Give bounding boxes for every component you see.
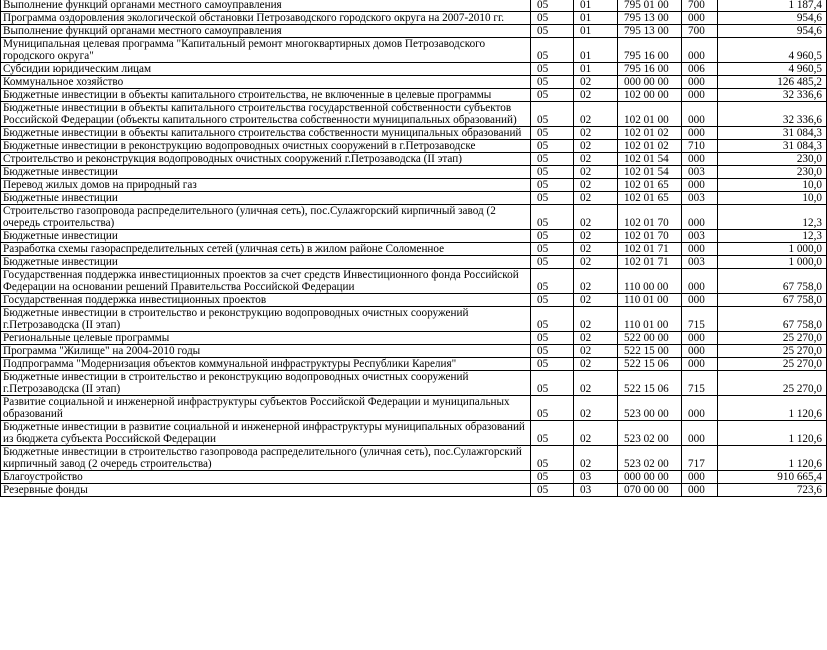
row-name-cell: Региональные целевые программы (1, 332, 531, 345)
row-subsection-cell: 01 (574, 0, 618, 12)
row-name-cell: Выполнение функций органами местного самоуправления (1, 25, 531, 38)
row-name-cell: Строительство газопровода распределительного (уличная сеть), пос.Сулажгорский кирпичный завод (2 очередь строительства) (1, 205, 531, 230)
row-section-cell: 05 (531, 371, 574, 396)
row-target-article-cell: 795 16 00 (618, 38, 682, 63)
row-name-cell: Резервные фонды (1, 484, 531, 497)
row-amount-cell: 32 336,6 (718, 89, 827, 102)
row-expense-type-cell: 000 (682, 102, 718, 127)
row-expense-type-cell: 003 (682, 230, 718, 243)
table-row (1, 140, 827, 153)
row-target-article-cell: 795 16 00 (618, 63, 682, 76)
row-subsection-cell: 01 (574, 12, 618, 25)
row-section-cell: 05 (531, 12, 574, 25)
row-name-cell: Бюджетные инвестиции в объекты капитального строительства, не включенные в целевые программы (1, 89, 531, 102)
row-subsection-cell: 02 (574, 230, 618, 243)
row-target-article-cell: 523 02 00 (618, 421, 682, 446)
table-row (1, 192, 827, 205)
row-expense-type-cell: 710 (682, 140, 718, 153)
row-subsection-cell: 02 (574, 205, 618, 230)
table-row (1, 76, 827, 89)
row-section-cell: 05 (531, 446, 574, 471)
row-expense-type-cell: 000 (682, 179, 718, 192)
row-section-cell: 05 (531, 205, 574, 230)
row-name-cell: Бюджетные инвестиции в реконструкцию водопроводных очистных сооружений в г.Петрозаводске (1, 140, 531, 153)
row-expense-type-cell: 003 (682, 166, 718, 179)
row-name-cell: Бюджетные инвестиции в строительство и реконструкцию водопроводных очистных сооружений г.Петрозаводска (II этап) (1, 307, 531, 332)
table-row (1, 12, 827, 25)
row-amount-cell: 230,0 (718, 166, 827, 179)
row-amount-cell: 1 120,6 (718, 446, 827, 471)
row-amount-cell: 1 000,0 (718, 256, 827, 269)
table-row (1, 446, 827, 471)
row-expense-type-cell: 000 (682, 205, 718, 230)
row-section-cell: 05 (531, 421, 574, 446)
row-expense-type-cell: 000 (682, 12, 718, 25)
table-row (1, 294, 827, 307)
row-section-cell: 05 (531, 332, 574, 345)
row-expense-type-cell: 000 (682, 38, 718, 63)
row-subsection-cell: 02 (574, 307, 618, 332)
table-row (1, 230, 827, 243)
table-row (1, 243, 827, 256)
row-subsection-cell: 02 (574, 294, 618, 307)
table-row (1, 421, 827, 446)
row-expense-type-cell: 000 (682, 153, 718, 166)
row-subsection-cell: 02 (574, 89, 618, 102)
row-expense-type-cell: 000 (682, 484, 718, 497)
row-target-article-cell: 102 01 70 (618, 230, 682, 243)
row-section-cell: 05 (531, 127, 574, 140)
row-target-article-cell: 522 15 00 (618, 345, 682, 358)
row-name-cell: Бюджетные инвестиции в объекты капитального строительства собственности муниципальных образований (1, 127, 531, 140)
row-section-cell: 05 (531, 256, 574, 269)
row-name-cell: Коммунальное хозяйство (1, 76, 531, 89)
row-name-cell: Муниципальная целевая программа "Капитальный ремонт многоквартирных домов Петрозаводского городского округа" (1, 38, 531, 63)
row-amount-cell: 25 270,0 (718, 332, 827, 345)
row-expense-type-cell: 700 (682, 0, 718, 12)
row-expense-type-cell: 000 (682, 471, 718, 484)
row-target-article-cell: 102 01 02 (618, 140, 682, 153)
row-name-cell: Бюджетные инвестиции (1, 192, 531, 205)
row-section-cell: 05 (531, 179, 574, 192)
row-subsection-cell: 02 (574, 140, 618, 153)
row-amount-cell: 230,0 (718, 153, 827, 166)
row-target-article-cell: 102 01 54 (618, 153, 682, 166)
row-target-article-cell: 795 13 00 (618, 25, 682, 38)
table-row (1, 332, 827, 345)
row-section-cell: 05 (531, 307, 574, 332)
table-row (1, 63, 827, 76)
row-target-article-cell: 102 01 70 (618, 205, 682, 230)
row-subsection-cell: 02 (574, 345, 618, 358)
row-expense-type-cell: 006 (682, 63, 718, 76)
row-amount-cell: 723,6 (718, 484, 827, 497)
row-subsection-cell: 02 (574, 256, 618, 269)
row-amount-cell: 954,6 (718, 25, 827, 38)
table-row (1, 0, 827, 12)
row-amount-cell: 25 270,0 (718, 358, 827, 371)
budget-table-body (1, 0, 827, 497)
row-subsection-cell: 02 (574, 179, 618, 192)
table-row (1, 471, 827, 484)
row-subsection-cell: 03 (574, 471, 618, 484)
row-name-cell: Бюджетные инвестиции (1, 166, 531, 179)
row-target-article-cell: 102 01 02 (618, 127, 682, 140)
row-name-cell: Программа "Жилище" на 2004-2010 годы (1, 345, 531, 358)
row-name-cell: Перевод жилых домов на природный газ (1, 179, 531, 192)
row-section-cell: 05 (531, 471, 574, 484)
row-section-cell: 05 (531, 192, 574, 205)
row-subsection-cell: 02 (574, 421, 618, 446)
row-section-cell: 05 (531, 102, 574, 127)
row-subsection-cell: 01 (574, 63, 618, 76)
row-name-cell: Государственная поддержка инвестиционных проектов за счет средств Инвестиционного фонда Российской Федерации на основании решений Правительства Российской Федерации (1, 269, 531, 294)
row-expense-type-cell: 715 (682, 307, 718, 332)
row-subsection-cell: 02 (574, 153, 618, 166)
row-name-cell: Развитие социальной и инженерной инфраструктуры субъектов Российской Федерации и муниципальных образований (1, 396, 531, 421)
row-section-cell: 05 (531, 89, 574, 102)
row-expense-type-cell: 700 (682, 25, 718, 38)
row-subsection-cell: 02 (574, 192, 618, 205)
row-expense-type-cell: 000 (682, 76, 718, 89)
row-target-article-cell: 110 01 00 (618, 294, 682, 307)
row-name-cell: Разработка схемы газораспределительных сетей (уличная сеть) в жилом районе Соломенное (1, 243, 531, 256)
row-section-cell: 05 (531, 25, 574, 38)
row-amount-cell: 4 960,5 (718, 38, 827, 63)
row-amount-cell: 10,0 (718, 192, 827, 205)
row-expense-type-cell: 717 (682, 446, 718, 471)
table-row (1, 345, 827, 358)
row-name-cell: Программа оздоровления экологической обстановки Петрозаводского городского округа на 2007-2010 гг. (1, 12, 531, 25)
row-subsection-cell: 02 (574, 371, 618, 396)
row-amount-cell: 910 665,4 (718, 471, 827, 484)
row-name-cell: Государственная поддержка инвестиционных проектов (1, 294, 531, 307)
row-expense-type-cell: 000 (682, 421, 718, 446)
row-name-cell: Бюджетные инвестиции в объекты капитального строительства государственной собственности субъектов Российской Федерации (объекты капитального строительства собственности муниципальных образований) (1, 102, 531, 127)
row-target-article-cell: 522 15 06 (618, 371, 682, 396)
table-row (1, 153, 827, 166)
row-target-article-cell: 795 13 00 (618, 12, 682, 25)
row-target-article-cell: 102 01 65 (618, 179, 682, 192)
row-section-cell: 05 (531, 396, 574, 421)
table-row (1, 38, 827, 63)
row-expense-type-cell: 000 (682, 358, 718, 371)
row-subsection-cell: 03 (574, 484, 618, 497)
table-row (1, 371, 827, 396)
row-target-article-cell: 795 01 00 (618, 0, 682, 12)
row-subsection-cell: 02 (574, 76, 618, 89)
row-name-cell: Бюджетные инвестиции в строительство газопровода распределительного (уличная сеть), пос.Сулажгорский кирпичный завод (2 очередь строительства) (1, 446, 531, 471)
row-amount-cell: 1 187,4 (718, 0, 827, 12)
row-name-cell: Бюджетные инвестиции (1, 256, 531, 269)
row-target-article-cell: 000 00 00 (618, 471, 682, 484)
row-subsection-cell: 02 (574, 166, 618, 179)
row-amount-cell: 32 336,6 (718, 102, 827, 127)
row-amount-cell: 67 758,0 (718, 294, 827, 307)
row-subsection-cell: 02 (574, 396, 618, 421)
row-target-article-cell: 523 00 00 (618, 396, 682, 421)
table-row (1, 484, 827, 497)
row-section-cell: 05 (531, 358, 574, 371)
row-section-cell: 05 (531, 63, 574, 76)
row-amount-cell: 126 485,2 (718, 76, 827, 89)
row-amount-cell: 1 120,6 (718, 421, 827, 446)
row-section-cell: 05 (531, 38, 574, 63)
row-section-cell: 05 (531, 140, 574, 153)
row-amount-cell: 4 960,5 (718, 63, 827, 76)
row-amount-cell: 10,0 (718, 179, 827, 192)
table-row (1, 307, 827, 332)
table-row (1, 166, 827, 179)
row-name-cell: Бюджетные инвестиции в развитие социальной и инженерной инфраструктуры муниципальных образований из бюджета субъекта Российской Федерации (1, 421, 531, 446)
table-row (1, 205, 827, 230)
row-subsection-cell: 02 (574, 446, 618, 471)
row-name-cell: Выполнение функций органами местного самоуправления (1, 0, 531, 12)
table-row (1, 89, 827, 102)
row-amount-cell: 12,3 (718, 205, 827, 230)
row-amount-cell: 1 000,0 (718, 243, 827, 256)
row-expense-type-cell: 000 (682, 127, 718, 140)
row-target-article-cell: 522 15 06 (618, 358, 682, 371)
row-amount-cell: 954,6 (718, 12, 827, 25)
row-name-cell: Подпрограмма "Модернизация объектов коммунальной инфраструктуры Республики Карелия" (1, 358, 531, 371)
row-section-cell: 05 (531, 0, 574, 12)
row-name-cell: Благоустройство (1, 471, 531, 484)
table-row (1, 102, 827, 127)
row-expense-type-cell: 003 (682, 256, 718, 269)
row-target-article-cell: 522 00 00 (618, 332, 682, 345)
row-subsection-cell: 02 (574, 332, 618, 345)
row-amount-cell: 12,3 (718, 230, 827, 243)
row-expense-type-cell: 715 (682, 371, 718, 396)
row-subsection-cell: 02 (574, 269, 618, 294)
table-row (1, 25, 827, 38)
row-expense-type-cell: 000 (682, 332, 718, 345)
row-subsection-cell: 02 (574, 358, 618, 371)
row-subsection-cell: 02 (574, 102, 618, 127)
row-amount-cell: 67 758,0 (718, 269, 827, 294)
row-section-cell: 05 (531, 243, 574, 256)
row-name-cell: Субсидии юридическим лицам (1, 63, 531, 76)
row-expense-type-cell: 000 (682, 345, 718, 358)
row-target-article-cell: 102 01 65 (618, 192, 682, 205)
row-section-cell: 05 (531, 345, 574, 358)
row-expense-type-cell: 000 (682, 396, 718, 421)
row-amount-cell: 31 084,3 (718, 140, 827, 153)
row-subsection-cell: 02 (574, 243, 618, 256)
row-target-article-cell: 102 01 71 (618, 243, 682, 256)
row-target-article-cell: 070 00 00 (618, 484, 682, 497)
row-section-cell: 05 (531, 230, 574, 243)
row-section-cell: 05 (531, 484, 574, 497)
row-expense-type-cell: 000 (682, 89, 718, 102)
row-name-cell: Бюджетные инвестиции (1, 230, 531, 243)
row-target-article-cell: 000 00 00 (618, 76, 682, 89)
row-expense-type-cell: 000 (682, 269, 718, 294)
row-target-article-cell: 102 00 00 (618, 89, 682, 102)
row-amount-cell: 31 084,3 (718, 127, 827, 140)
row-amount-cell: 25 270,0 (718, 345, 827, 358)
row-target-article-cell: 523 02 00 (618, 446, 682, 471)
row-expense-type-cell: 000 (682, 294, 718, 307)
row-target-article-cell: 102 01 00 (618, 102, 682, 127)
table-row (1, 269, 827, 294)
row-target-article-cell: 110 01 00 (618, 307, 682, 332)
row-section-cell: 05 (531, 269, 574, 294)
row-section-cell: 05 (531, 294, 574, 307)
row-subsection-cell: 02 (574, 127, 618, 140)
row-target-article-cell: 102 01 54 (618, 166, 682, 179)
row-target-article-cell: 110 00 00 (618, 269, 682, 294)
table-row (1, 358, 827, 371)
row-subsection-cell: 01 (574, 38, 618, 63)
row-expense-type-cell: 000 (682, 243, 718, 256)
table-row (1, 256, 827, 269)
row-amount-cell: 67 758,0 (718, 307, 827, 332)
table-row (1, 396, 827, 421)
row-section-cell: 05 (531, 166, 574, 179)
table-row (1, 127, 827, 140)
row-subsection-cell: 01 (574, 25, 618, 38)
row-section-cell: 05 (531, 76, 574, 89)
row-amount-cell: 25 270,0 (718, 371, 827, 396)
row-expense-type-cell: 003 (682, 192, 718, 205)
row-section-cell: 05 (531, 153, 574, 166)
row-name-cell: Строительство и реконструкция водопроводных очистных сооружений г.Петрозаводска (II этап) (1, 153, 531, 166)
table-row (1, 179, 827, 192)
row-target-article-cell: 102 01 71 (618, 256, 682, 269)
row-name-cell: Бюджетные инвестиции в строительство и реконструкцию водопроводных очистных сооружений г.Петрозаводска (II этап) (1, 371, 531, 396)
row-amount-cell: 1 120,6 (718, 396, 827, 421)
